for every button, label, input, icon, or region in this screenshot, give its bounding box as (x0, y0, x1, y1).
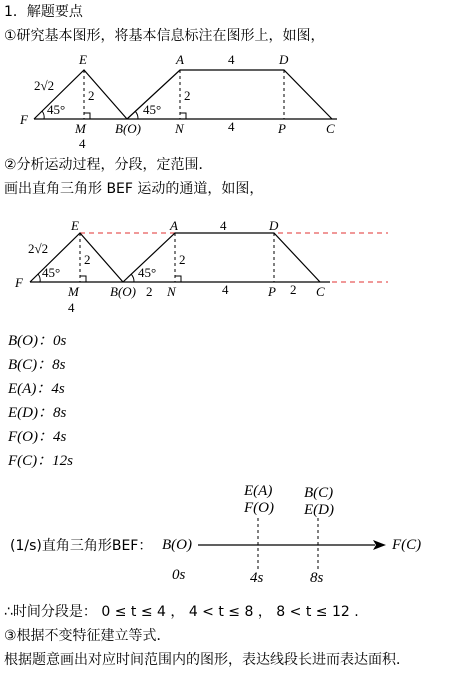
fig1-hyp: 2√2 (34, 78, 55, 93)
fig2-bottom-4: 4 (222, 282, 229, 297)
fig2-label-D: D (269, 218, 279, 233)
fig2-height-1: 2 (84, 252, 91, 267)
fig1-label-D: D (279, 52, 289, 67)
fig2-label-M: M (68, 284, 79, 299)
fig1-label-F: F (20, 112, 28, 127)
fig1-label-E: E (79, 52, 87, 67)
fig1-label-A: A (176, 52, 184, 67)
timeline-mark1-bottom: F(O) (244, 500, 274, 516)
timeline-t0: 0s (172, 567, 186, 583)
timeline-end: F(C) (392, 537, 422, 553)
time-item: E(D)：8s (8, 405, 67, 421)
time-item: B(C)：8s (8, 357, 66, 373)
timeline-t2: 8s (310, 570, 324, 586)
time-item: B(O)：0s (8, 333, 67, 349)
step-1-text: ①研究基本图形，将基本信息标注在图形上，如图， (4, 28, 325, 44)
step-3-text: ③根据不变特征建立等式． (4, 628, 171, 644)
fig2-top-4: 4 (220, 218, 227, 233)
timeline-start: B(O) (162, 537, 192, 553)
fig1-label-P: P (278, 121, 286, 136)
fig2-label-F: F (15, 275, 23, 290)
fig2-label-P: P (268, 284, 276, 299)
fig2-height-2: 2 (179, 252, 186, 267)
section-heading: 1．解题要点 (4, 4, 83, 20)
fig1-angle-1: 45° (47, 102, 66, 117)
time-item: E(A)：4s (8, 381, 65, 397)
fig1-label-BO: B(O) (115, 121, 141, 136)
timeline-t1: 4s (250, 570, 264, 586)
timeline-mark1-top: E(A) (244, 483, 273, 499)
step-2-subtext: 画出直角三角形 BEF 运动的通道，如图， (4, 181, 264, 197)
fig2-label-A: A (170, 218, 178, 233)
fig2-angle-2: 45° (138, 265, 157, 280)
time-item: F(C)：12s (8, 453, 73, 469)
fig2-fm-4: 4 (68, 300, 75, 315)
fig1-height-1: 2 (88, 88, 95, 103)
fig2-label-E: E (71, 218, 79, 233)
fig2-label-BO: B(O) (110, 284, 136, 299)
time-item: F(O)：4s (8, 429, 67, 445)
timeline-mark2-top: B(C) (304, 485, 334, 501)
fig1-label-M: M (75, 121, 86, 136)
conclusion-text: 根据题意画出对应时间范围内的图形，表达线段长进而表达面积． (4, 652, 410, 668)
fig2-bo-2: 2 (146, 284, 153, 299)
timeline-mark2-bottom: E(D) (304, 502, 334, 518)
fig1-fm-4: 4 (79, 136, 86, 151)
fig1-label-C: C (326, 121, 335, 136)
timeline-prefix: (1/s)直角三角形BEF： (10, 538, 153, 554)
fig2-label-C: C (316, 284, 325, 299)
fig1-bottom-4: 4 (228, 119, 235, 134)
step-2-text: ②分析运动过程，分段，定范围． (4, 157, 213, 173)
fig2-pc-2: 2 (290, 282, 297, 297)
fig2-angle-1: 45° (42, 265, 61, 280)
fig1-height-2: 2 (184, 88, 191, 103)
time-segments: ∴时间分段是： 0 ≤ t ≤ 4 ， 4 < t ≤ 8 ， 8 < t ≤ 12 . (4, 604, 359, 620)
fig2-hyp: 2√2 (28, 241, 49, 256)
fig1-label-N: N (175, 121, 184, 136)
fig1-angle-2: 45° (143, 102, 162, 117)
fig2-label-N: N (167, 284, 176, 299)
fig1-top-4: 4 (228, 52, 235, 67)
